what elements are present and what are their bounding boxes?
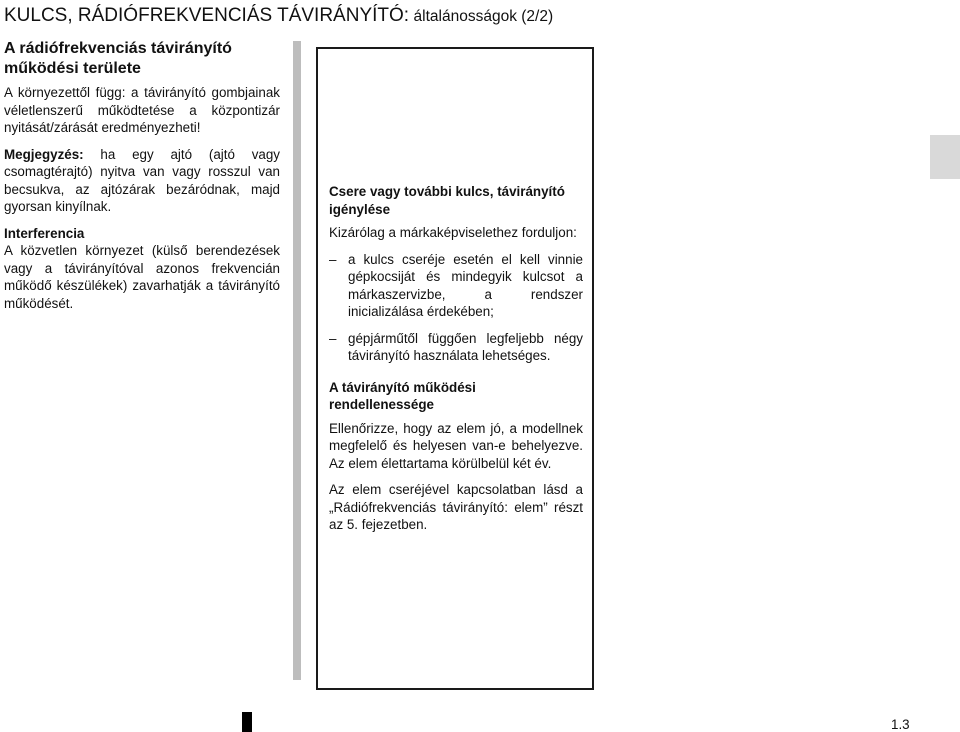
dash-bullet: – xyxy=(329,330,337,346)
column-divider xyxy=(293,41,301,680)
box-title-malfunction: A távirányító működési rendellenessége xyxy=(329,379,476,412)
dash-list-item xyxy=(329,330,583,365)
note-paragraph xyxy=(4,146,280,216)
page-subtitle: általánosságok (2/2) xyxy=(413,8,554,25)
page-number: 1.3 xyxy=(891,717,910,732)
box-paragraph-dealer: Kizárólag a márkaképviselethez forduljon: xyxy=(329,225,577,240)
paragraph-environment: A környezettől függ: a távirányító gombjainak véletlenszerű működtetése a központizár nyitását/zárását eredményezheti! xyxy=(4,85,280,135)
page-title: KULCS, RÁDIÓFREKVENCIÁS TÁVIRÁNYÍTÓ: xyxy=(4,5,410,26)
left-column xyxy=(4,39,280,321)
interference-title: Interferencia xyxy=(4,225,85,241)
note-label: Megjegyzés: xyxy=(4,146,84,162)
interference-text: A közvetlen környezet (külső berendezések vagy a távirányítóval azonos frekvencián működő készülékek) zavarhatják a távirányító működését. xyxy=(4,243,280,311)
section-title-operating-range: A rádiófrekvenciás távirányító működési területe xyxy=(4,40,232,77)
page-header xyxy=(4,5,553,27)
crop-mark xyxy=(242,712,252,732)
dash-item-text: gépjárműtől függően legfeljebb négy távirányító használata lehetséges. xyxy=(348,330,583,363)
box-paragraph-battery-check: Ellenőrizze, hogy az elem jó, a modellnek megfelelő és helyesen van-e behelyezve. Az elem élettartama körülbelül két év. xyxy=(329,420,583,471)
box-paragraph-battery-reference: Az elem cseréjével kapcsolatban lásd a „Rádiófrekvenciás távirányító: elem” részt az 5. fejezetben. xyxy=(329,482,583,532)
box-title-key-request: Csere vagy további kulcs, távirányító igénylése xyxy=(329,184,565,217)
note-text: ha egy ajtó (ajtó vagy csomagtérajtó) nyitva van vagy rosszul van becsukva, az ajtózárak bezáródnak, majd gyorsan kinyílnak. xyxy=(4,146,280,214)
dash-bullet: – xyxy=(329,251,337,267)
dash-list-item xyxy=(329,251,583,321)
dash-item-text: a kulcs cseréje esetén el kell vinnie gépkocsiját és mindegyik kulcsot a márkaszervizbe, a rendszer inicializálása érdekében; xyxy=(348,251,583,319)
chapter-tab xyxy=(930,135,960,179)
info-box-content xyxy=(329,183,583,543)
